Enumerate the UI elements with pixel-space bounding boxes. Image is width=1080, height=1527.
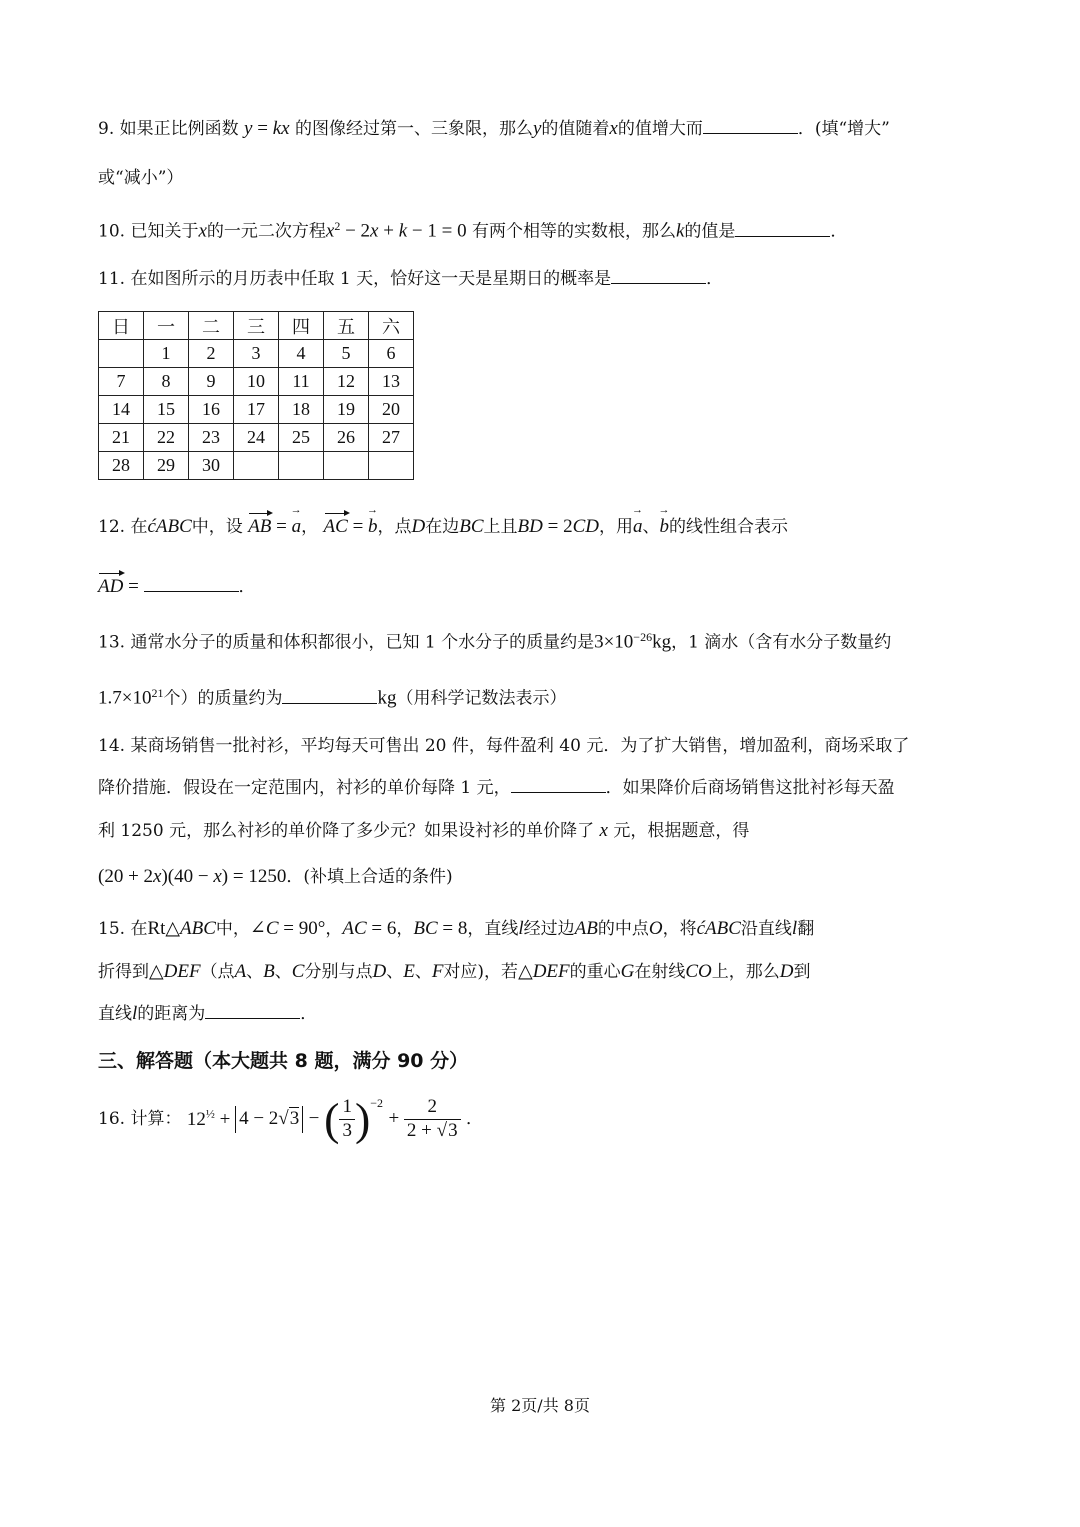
calendar-row: 1 2 3 4 5 6: [99, 340, 414, 368]
math-y-equals-kx: y: [244, 118, 253, 139]
answer-blank[interactable]: [611, 282, 706, 284]
answer-blank[interactable]: [205, 1017, 300, 1019]
question-13-cont: $1.7\times 10^{21}$个）的质量约为 kg（用科学记数法表示）: [98, 686, 567, 709]
calendar-row: 14 15 16 17 18 19 20: [99, 396, 414, 424]
question-9-cont: 或“减小”）: [98, 168, 184, 188]
math-equation: (20 + 2x)(40 − x) = 1250: [98, 866, 287, 887]
answer-blank[interactable]: [703, 132, 798, 134]
question-14: 14. 某商场销售一批衬衫，平均每天可售出 20 件，每件盈利 40 元．为了扩大销售，增加盈利，商场采取了: [98, 736, 910, 756]
question-16: 16. 计算： $12^{\frac{1}{2}} + 4 - 2√3$ − ( $\frac{1}{3}$ )$^{-2}$ + $\frac{2}{2 + √3}$ ．: [98, 1093, 483, 1145]
answer-blank[interactable]: [511, 791, 606, 793]
math-expression: $12^{\frac{1}{2}}$ +: [186, 1106, 236, 1131]
question-15: 15. 在Rt△ABC中，∠C = 90°，AC = 6，BC = 8，直线l经过边AB的中点O，将ćABC沿直线l翻: [98, 918, 815, 939]
section-heading: 三、解答题（本大题共 8 题，满分 90 分）: [98, 1050, 469, 1072]
math-quadratic-equation: x: [325, 220, 335, 242]
question-12-cont: AD = ．: [98, 576, 256, 597]
calendar-header-row: 日 一 二 三 四 五 六: [99, 312, 414, 340]
question-9: 9. 如果正比例函数 y = kx 的图像经过第一、三象限，那么y的值随着x的值增大而 ．(填“增大”: [98, 118, 890, 139]
calendar-row: 28 29 30: [99, 452, 414, 480]
answer-blank[interactable]: [144, 590, 239, 592]
answer-blank[interactable]: [282, 702, 377, 704]
question-10: 10. 已知关于x的一元二次方程$x^2 - 2x + k - 1 = 0$ 有两个相等的实数根，那么k的值是 ．: [98, 219, 848, 242]
question-15-line2: 折得到△DEF（点A、B、C分别与点D、E、F对应)，若△DEF的重心G在射线CO上，那么D到: [98, 961, 811, 982]
question-15-line3: 直线l的距离为 ．: [98, 1003, 318, 1024]
question-14-line3: 利 1250 元，那么衬衫的单价降了多少元？如果设衬衫的单价降了 x 元，根据题意，得: [98, 820, 750, 841]
question-14-line4: (20 + 2x)(40 − x) = 1250．(补填上合适的条件): [98, 866, 453, 887]
question-11: 11. 在如图所示的月历表中任取 1 天，恰好这一天是星期日的概率是 ．: [98, 269, 724, 289]
calendar-row: 21 22 23 24 25 26 27: [99, 424, 414, 452]
answer-blank[interactable]: [735, 235, 830, 237]
page-footer: 第 2页/共 8页: [490, 1396, 590, 1415]
question-14-line2: 降价措施．假设在一定范围内，衬衫的单价每降 1 元， ．如果降价后商场销售这批衬衫每天盈: [98, 778, 895, 798]
calendar-row: 7 8 9 10 11 12 13: [99, 368, 414, 396]
question-13: 13. 通常水分子的质量和体积都很小，已知 1 个水分子的质量约是$3\times 10^{-26}kg$，1 滴水（含有水分子数量约: [98, 630, 892, 653]
question-12: 12. 在ćABC中，设 AB = a →， AC = b →，点D在边BC上且BD = 2CD，用a →、b →的线性组合表示: [98, 516, 982, 539]
calendar-table: [98, 311, 414, 480]
